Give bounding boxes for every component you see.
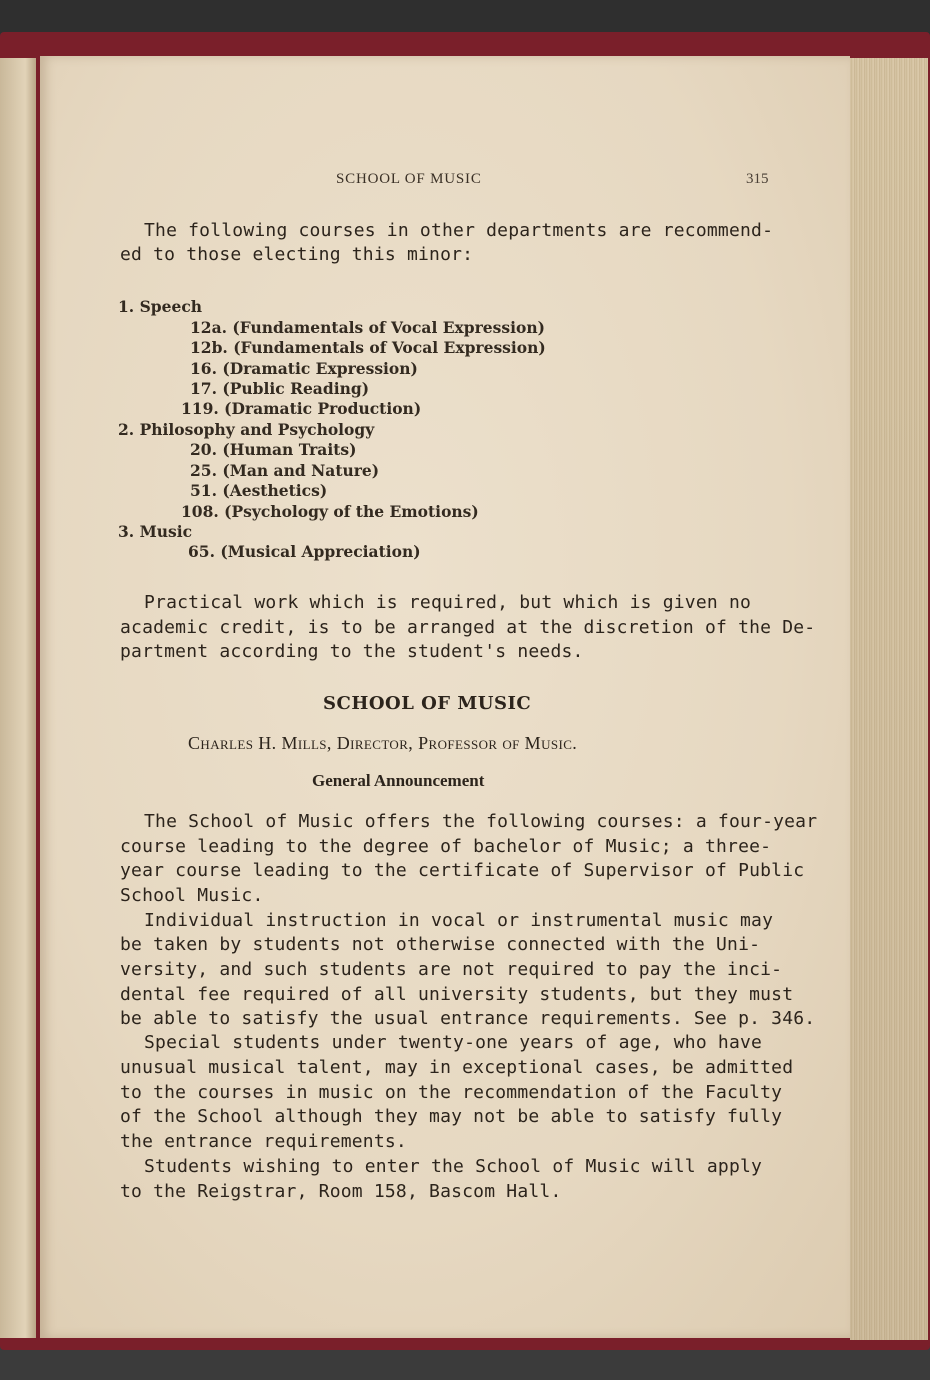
list-item-category: 3. Music	[118, 522, 193, 541]
announcement-line: be taken by students not otherwise connected with the Uni-	[120, 934, 761, 955]
announcement-line: dental fee required of all university students, but they must	[120, 984, 794, 1005]
list-item-course: 17. (Public Reading)	[190, 379, 370, 398]
list-item-course: 51. (Aesthetics)	[190, 481, 328, 500]
intro-line: The following courses in other departments are recommend-	[144, 220, 774, 241]
running-title: SCHOOL OF MUSIC	[336, 171, 482, 187]
announcement-line: versity, and such students are not required to pay the inci-	[120, 959, 783, 980]
announcement-line: Students wishing to enter the School of Music will apply	[144, 1156, 763, 1177]
sub-heading: General Announcement	[312, 771, 485, 790]
announcement-line: unusual musical talent, may in exceptional cases, be admitted	[120, 1057, 794, 1078]
announcement-line: to the courses in music on the recommendation of the Faculty	[120, 1082, 783, 1103]
list-item-category: 1. Speech	[118, 297, 203, 316]
list-item-course: 25. (Man and Nature)	[190, 461, 380, 480]
announcement-line: to the Reigstrar, Room 158, Bascom Hall.	[120, 1181, 562, 1202]
announcement-line: of the School although they may not be able to satisfy fully	[120, 1106, 783, 1127]
list-item-course: 108. (Psychology of the Emotions)	[181, 502, 479, 521]
intro-line: ed to those electing this minor:	[120, 244, 474, 265]
fore-edge-shade	[850, 58, 928, 1340]
practical-line: partment according to the student's needs.	[120, 641, 584, 662]
announcement-line: School Music.	[120, 885, 264, 906]
list-item-category: 2. Philosophy and Psychology	[118, 420, 375, 439]
list-item-course: 12b. (Fundamentals of Vocal Expression)	[190, 338, 546, 357]
announcement-line: year course leading to the certificate of Supervisor of Public	[120, 860, 805, 881]
section-heading: SCHOOL OF MUSIC	[323, 693, 532, 714]
director-line: Charles H. Mills, Director, Professor of Music.	[188, 733, 578, 753]
list-item-course: 65. (Musical Appreciation)	[188, 542, 421, 561]
practical-line: Practical work which is required, but which is given no	[144, 592, 752, 613]
list-item-course: 16. (Dramatic Expression)	[190, 359, 418, 378]
list-item-course: 119. (Dramatic Production)	[181, 399, 422, 418]
practical-line: academic credit, is to be arranged at the discretion of the De-	[120, 617, 816, 638]
announcement-line: be able to satisfy the usual entrance requirements. See p. 346.	[120, 1008, 816, 1029]
announcement-line: The School of Music offers the following courses: a four-year	[144, 811, 818, 832]
page-number: 315	[746, 171, 769, 187]
announcement-line: Individual instruction in vocal or instrumental music may	[144, 910, 774, 931]
announcement-line: the entrance requirements.	[120, 1131, 407, 1152]
announcement-line: course leading to the degree of bachelor of Music; a three-	[120, 836, 772, 857]
facing-page-edge	[0, 58, 36, 1338]
list-item-course: 12a. (Fundamentals of Vocal Expression)	[190, 318, 545, 337]
list-item-course: 20. (Human Traits)	[190, 440, 357, 459]
announcement-line: Special students under twenty-one years of age, who have	[144, 1032, 763, 1053]
